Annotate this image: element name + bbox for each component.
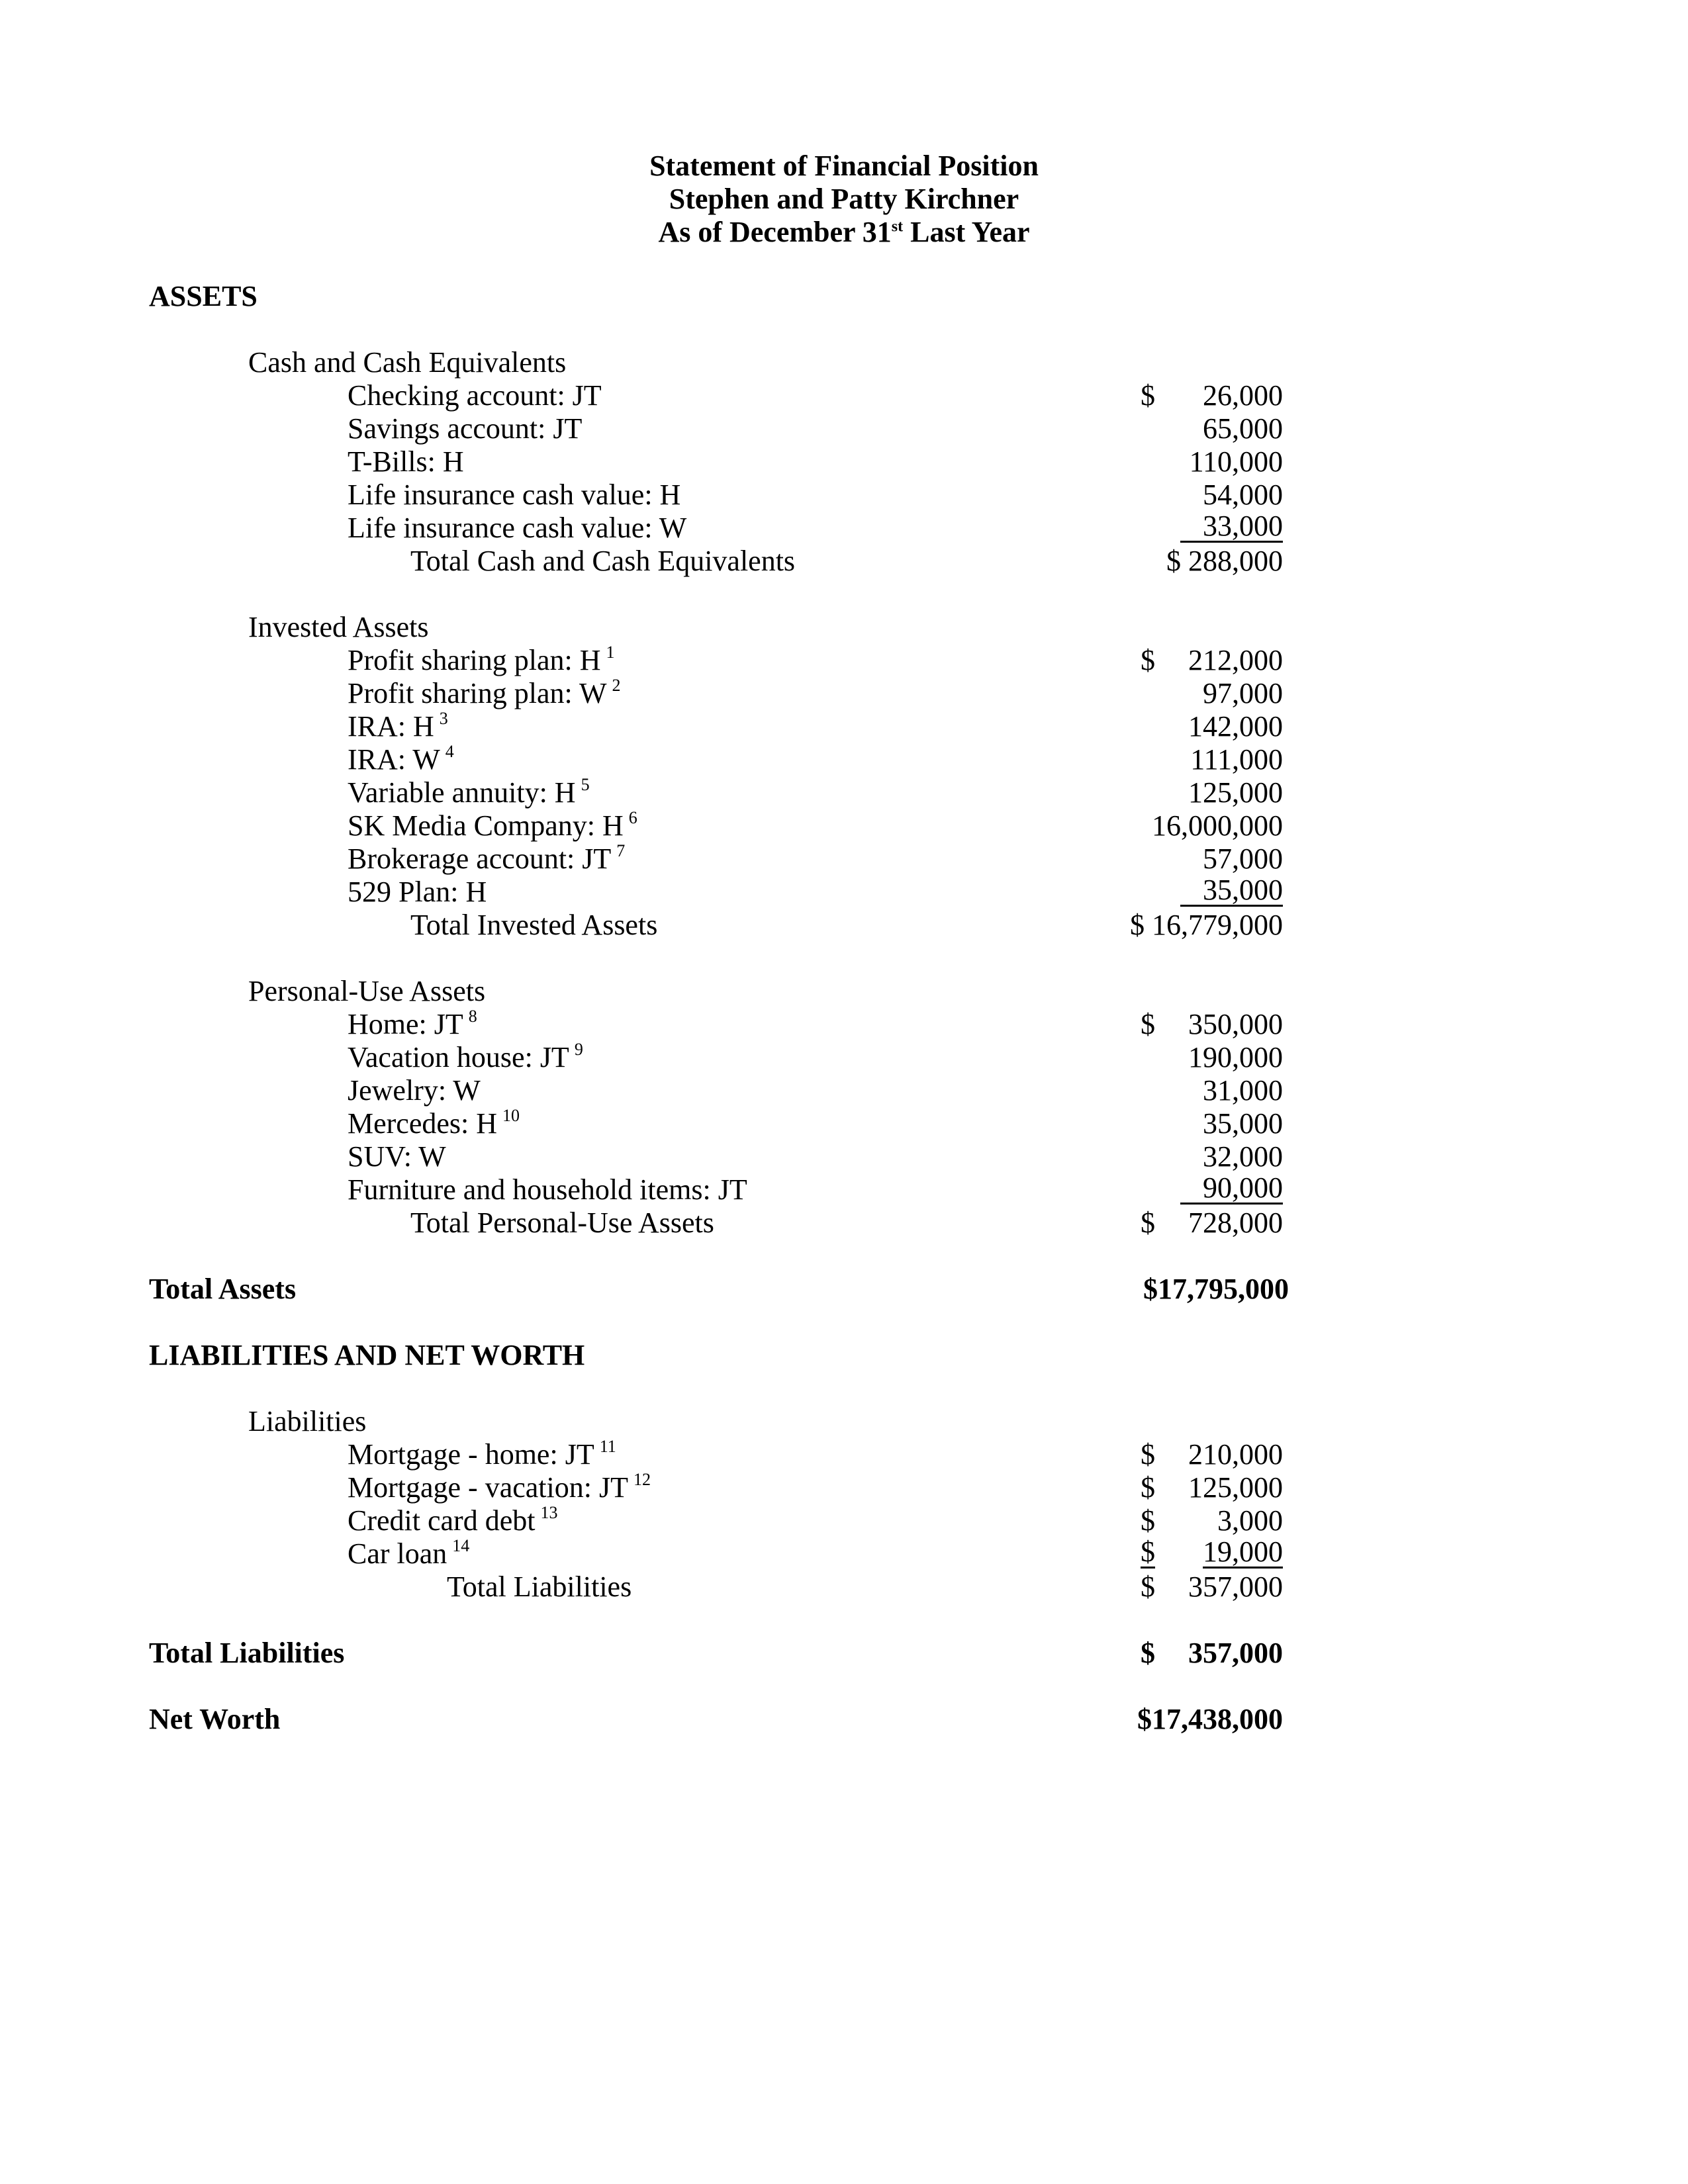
line-item-label — [348, 1471, 651, 1508]
line-item-value: 19,000 — [1203, 1535, 1283, 1568]
line-item-row — [0, 1140, 1688, 1173]
line-item-value: 3,000 — [1217, 1504, 1283, 1537]
assets-heading: ASSETS — [149, 280, 258, 312]
line-item-value: 54,000 — [1203, 478, 1283, 511]
line-item-value: 111,000 — [1190, 743, 1283, 776]
line-item-text: SUV: W — [348, 1140, 446, 1173]
footnote-marker: 2 — [612, 676, 621, 695]
line-item-text: Home: JT — [348, 1008, 463, 1040]
line-item-label — [348, 412, 582, 445]
line-item-value: 125,000 — [1188, 1471, 1283, 1504]
line-item-label — [348, 644, 615, 681]
cash-total-row — [0, 545, 1688, 578]
grand-liabilities-dollar: $ — [1141, 1637, 1155, 1669]
line-item-label — [348, 677, 620, 714]
personal-total-value: 728,000 — [1188, 1206, 1283, 1239]
personal-total-dollar: $ — [1141, 1206, 1155, 1239]
line-item-label — [348, 1173, 747, 1206]
line-item-row — [0, 478, 1688, 512]
line-item-dollar: $ — [1141, 1438, 1155, 1471]
footnote-marker: 7 — [616, 841, 626, 860]
line-item-row — [0, 1471, 1688, 1504]
line-item-row — [0, 876, 1688, 909]
line-item-label — [348, 809, 637, 846]
line-item-row — [0, 1041, 1688, 1074]
liabilities-subheading: Liabilities — [248, 1405, 367, 1437]
line-item-row — [0, 1173, 1688, 1206]
line-item-value: 26,000 — [1203, 379, 1283, 412]
line-item-row — [0, 379, 1688, 412]
line-item-label — [348, 710, 448, 747]
footnote-marker: 8 — [468, 1007, 477, 1026]
line-item-text: IRA: W — [348, 743, 440, 776]
footnote-marker: 4 — [445, 742, 454, 761]
line-item-text: Jewelry: W — [348, 1074, 481, 1107]
line-item-label — [348, 445, 464, 478]
line-item-text: Credit card debt — [348, 1504, 536, 1537]
footnote-marker: 12 — [633, 1470, 651, 1489]
line-item-value: 97,000 — [1203, 677, 1283, 709]
line-item-dollar: $ — [1141, 1008, 1155, 1040]
date-prefix: As of December 31 — [658, 216, 892, 248]
line-item-text: SK Media Company: H — [348, 809, 624, 842]
invested-total-row — [0, 909, 1688, 942]
invested-heading-row — [0, 611, 1688, 644]
line-item-row — [0, 776, 1688, 809]
line-item-row — [0, 1008, 1688, 1041]
line-item-row — [0, 842, 1688, 876]
grand-liabilities-row — [0, 1637, 1688, 1670]
line-item-text: Life insurance cash value: W — [348, 512, 687, 544]
line-item-value: 65,000 — [1203, 412, 1283, 445]
footnote-marker: 14 — [452, 1536, 470, 1555]
footnote-marker: 1 — [606, 643, 615, 662]
line-item-label — [348, 1074, 481, 1107]
net-worth-row — [0, 1703, 1688, 1736]
cash-heading-row — [0, 346, 1688, 379]
liabilities-heading: LIABILITIES AND NET WORTH — [149, 1339, 585, 1371]
line-item-dollar: $ — [1141, 1535, 1155, 1568]
liabilities-total-dollar: $ — [1141, 1570, 1155, 1603]
total-assets-label: Total Assets — [149, 1273, 297, 1305]
line-item-value: 31,000 — [1203, 1074, 1283, 1107]
line-item-row — [0, 644, 1688, 677]
footnote-marker: 5 — [581, 775, 590, 794]
line-item-label — [348, 1008, 477, 1045]
liabilities-subheading-row — [0, 1405, 1688, 1438]
personal-heading: Personal-Use Assets — [248, 975, 486, 1007]
line-item-label — [348, 478, 680, 512]
line-item-value: 90,000 — [1180, 1173, 1283, 1205]
liabilities-total-row — [0, 1570, 1688, 1604]
line-item-text: Brokerage account: JT — [348, 842, 612, 875]
line-item-row — [0, 1074, 1688, 1107]
line-item-row — [0, 710, 1688, 743]
line-item-value: 350,000 — [1188, 1008, 1283, 1040]
line-item-row — [0, 1537, 1688, 1570]
line-item-row — [0, 1107, 1688, 1140]
line-item-label — [348, 1107, 520, 1144]
line-item-value: 190,000 — [1188, 1041, 1283, 1073]
line-item-text: IRA: H — [348, 710, 434, 743]
line-item-row — [0, 512, 1688, 545]
line-item-value: 142,000 — [1188, 710, 1283, 743]
line-item-label — [348, 1537, 469, 1574]
grand-liabilities-value: 357,000 — [1188, 1637, 1283, 1669]
line-item-label — [348, 1438, 616, 1475]
line-item-value: 35,000 — [1203, 1107, 1283, 1140]
line-item-label — [348, 842, 625, 880]
footnote-marker: 6 — [628, 808, 637, 827]
personal-heading-row — [0, 975, 1688, 1008]
line-item-text: 529 Plan: H — [348, 876, 487, 908]
invested-heading: Invested Assets — [248, 611, 429, 643]
personal-total-label: Total Personal-Use Assets — [410, 1206, 714, 1239]
line-item-text: Car loan — [348, 1537, 447, 1570]
line-item-text: Savings account: JT — [348, 412, 583, 445]
line-item-label — [348, 776, 590, 813]
line-item-text: Mortgage - vacation: JT — [348, 1471, 628, 1504]
invested-total-label: Total Invested Assets — [410, 909, 658, 941]
footnote-marker: 10 — [502, 1106, 520, 1125]
line-item-row — [0, 677, 1688, 710]
line-item-value: 125,000 — [1188, 776, 1283, 809]
footnote-marker: 3 — [439, 709, 448, 728]
line-item-label — [348, 1140, 446, 1173]
liabilities-heading-row — [0, 1339, 1688, 1372]
grand-liabilities-label: Total Liabilities — [149, 1637, 345, 1669]
line-item-label — [348, 1041, 583, 1078]
net-worth-value: $17,438,000 — [1137, 1703, 1283, 1735]
line-item-row — [0, 412, 1688, 445]
cash-total-label: Total Cash and Cash Equivalents — [410, 545, 796, 577]
net-worth-label: Net Worth — [149, 1703, 281, 1735]
line-item-row — [0, 1504, 1688, 1537]
line-item-dollar: $ — [1141, 644, 1155, 676]
date-superscript: st — [891, 218, 904, 236]
statement-date — [0, 216, 1688, 249]
liabilities-total-label: Total Liabilities — [447, 1570, 632, 1603]
line-item-text: Checking account: JT — [348, 379, 602, 412]
line-item-value: 210,000 — [1188, 1438, 1283, 1471]
line-item-row — [0, 1438, 1688, 1471]
statement-title: Statement of Financial Position — [649, 150, 1039, 182]
assets-heading-row — [0, 280, 1688, 313]
line-item-value: 110,000 — [1189, 445, 1283, 478]
line-item-text: Profit sharing plan: W — [348, 677, 607, 709]
line-item-label — [348, 512, 686, 545]
personal-total-row — [0, 1206, 1688, 1240]
line-item-dollar: $ — [1141, 379, 1155, 412]
line-item-label — [348, 743, 454, 780]
line-item-value: 16,000,000 — [1152, 809, 1283, 842]
line-item-text: Vacation house: JT — [348, 1041, 569, 1073]
total-assets-value: $17,795,000 — [1143, 1273, 1289, 1305]
line-item-value: 35,000 — [1180, 876, 1283, 907]
line-item-text: Profit sharing plan: H — [348, 644, 601, 676]
cash-heading: Cash and Cash Equivalents — [248, 346, 567, 379]
line-item-dollar: $ — [1141, 1471, 1155, 1504]
statement-subtitle: Stephen and Patty Kirchner — [669, 183, 1019, 215]
line-item-label — [348, 876, 487, 909]
line-item-text: Furniture and household items: JT — [348, 1173, 747, 1206]
line-item-value: 212,000 — [1188, 644, 1283, 676]
liabilities-total-value: 357,000 — [1188, 1570, 1283, 1603]
line-item-text: Variable annuity: H — [348, 776, 576, 809]
footnote-marker: 9 — [574, 1040, 583, 1059]
line-item-row — [0, 809, 1688, 842]
line-item-text: Life insurance cash value: H — [348, 478, 681, 511]
line-item-value: 33,000 — [1180, 512, 1283, 543]
line-item-dollar: $ — [1141, 1504, 1155, 1537]
date-suffix: Last Year — [903, 216, 1030, 248]
line-item-label — [348, 379, 602, 412]
line-item-text: Mercedes: H — [348, 1107, 498, 1140]
line-item-row — [0, 743, 1688, 776]
total-assets-row — [0, 1273, 1688, 1306]
line-item-value: 57,000 — [1203, 842, 1283, 875]
footnote-marker: 11 — [599, 1437, 616, 1456]
line-item-value: 32,000 — [1203, 1140, 1283, 1173]
invested-total-value: $ 16,779,000 — [1130, 909, 1283, 941]
line-item-text: Mortgage - home: JT — [348, 1438, 594, 1471]
line-item-text: T-Bills: H — [348, 445, 464, 478]
line-item-row — [0, 445, 1688, 478]
footnote-marker: 13 — [540, 1503, 558, 1522]
cash-total-value: $ 288,000 — [1166, 545, 1283, 577]
